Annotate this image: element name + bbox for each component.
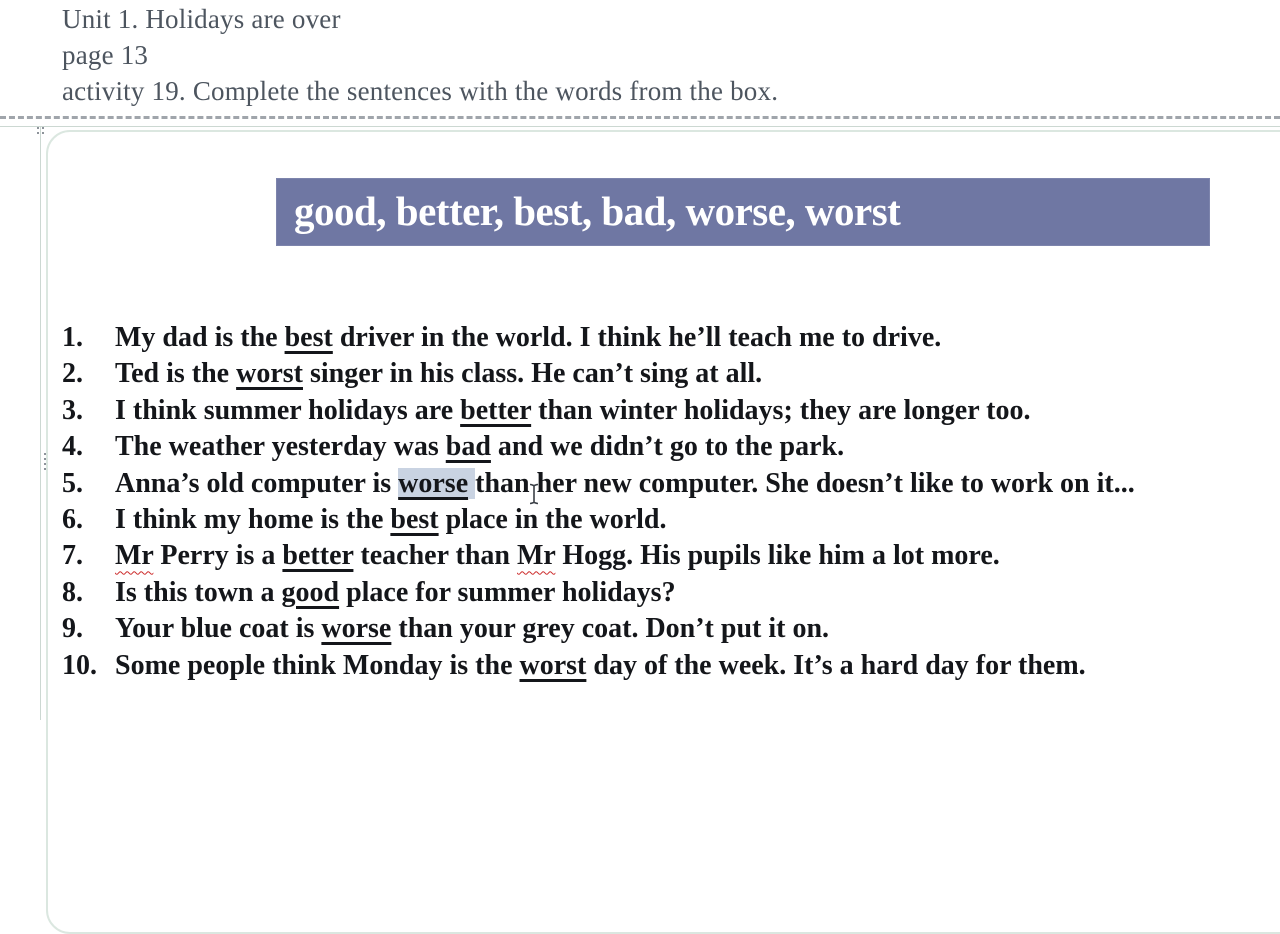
sentence-fragment: singer in his class. He can’t sing at all. [302,358,763,390]
sentence-text [115,320,1280,356]
sentence-fragment: and we didn’t go to the park. [490,431,845,463]
border-midleft-dots [44,453,46,470]
sentence-list[interactable] [62,320,1280,684]
border-corner-dots [37,127,44,134]
header-line-2: page 13 [62,40,149,70]
sentence-number: 3. [62,394,83,426]
answer-word: good [281,576,340,608]
answer-word: better [460,394,532,426]
answer-word: bad [445,431,491,463]
placeholder-frame-outer-top [0,126,1280,127]
sentence-fragment: place for summer holidays? [339,576,676,608]
answer-word: worst [236,358,303,390]
placeholder-frame-outer-left [40,126,41,720]
sentence-row[interactable] [62,320,1280,356]
sentence-number: 7. [62,540,83,572]
answer-word: better [282,540,354,572]
spellcheck-word: Mr [115,540,154,572]
header-line-1: Unit 1. Holidays are over [62,4,341,34]
sentence-fragment: Anna’s old computer is [115,467,399,499]
sentence-row[interactable] [62,356,1280,392]
sentence-row[interactable] [62,648,1280,684]
sentence-fragment: teacher than [353,540,517,572]
sentence-text [115,466,1280,502]
sentence-text [115,648,1280,684]
sentence-fragment: place in the world. [438,503,667,535]
word-box[interactable] [276,178,1210,246]
sentence-text [115,611,1280,647]
header-line-3: activity 19. Complete the sentences with the words from the box. [62,76,779,106]
sentence-fragment: I think summer holidays are [115,394,461,426]
sentence-text [115,538,1280,574]
answer-word: best [284,322,333,353]
sentence-fragment: My dad is the [115,322,285,353]
sentence-fragment: than her new computer. She doesn’t like to work on it... [475,467,1135,499]
text-ibeam-cursor-icon [528,483,540,505]
sentence-fragment: than your grey coat. Don’t put it on. [391,613,830,645]
sentence-row[interactable] [62,393,1280,429]
sentence-row[interactable] [62,611,1280,647]
sentence-text [115,575,1280,611]
sentence-row[interactable] [62,538,1280,574]
answer-word: worst [519,649,587,681]
sentence-fragment: Perry is a [153,540,283,572]
sentence-fragment: driver in the world. I think he’ll teach me to drive. [332,322,942,353]
word-box-text: good, better, best, bad, worse, worst [294,188,901,234]
sentence-fragment: day of the week. It’s a hard day for them. [586,649,1086,681]
sentence-row[interactable] [62,466,1280,502]
slide-header-text[interactable] [62,1,778,109]
answer-word: best [390,503,439,535]
sentence-text [115,429,1280,465]
sentence-fragment: Hogg. His pupils like him a lot more. [555,540,1000,572]
sentence-row[interactable] [62,575,1280,611]
sentence-fragment: than winter holidays; they are longer too. [531,394,1031,426]
sentence-fragment: Ted is the [115,358,237,390]
sentence-fragment: Is this town a [115,576,282,608]
answer-word: worse [321,613,392,645]
sentence-number: 5. [62,467,83,499]
textbox-selection-dashed-border[interactable] [0,116,1280,119]
sentence-number: 9. [62,613,83,645]
sentence-number: 2. [62,358,83,390]
sentence-fragment: Your blue coat is [115,613,322,645]
sentence-text [115,393,1280,429]
sentence-number: 8. [62,576,83,608]
sentence-number: 1. [62,322,83,353]
sentence-fragment: Some people think Monday is the [115,649,520,681]
sentence-row[interactable] [62,429,1280,465]
sentence-row[interactable] [62,502,1280,538]
sentence-number: 4. [62,431,83,463]
spellcheck-word: Mr [517,540,556,572]
sentence-number: 10. [62,649,97,681]
answer-word: worse [398,467,469,499]
sentence-text [115,356,1280,392]
sentence-text [115,502,1280,538]
sentence-fragment: I think my home is the [115,503,391,535]
sentence-number: 6. [62,503,83,535]
sentence-fragment: The weather yesterday was [115,431,446,463]
